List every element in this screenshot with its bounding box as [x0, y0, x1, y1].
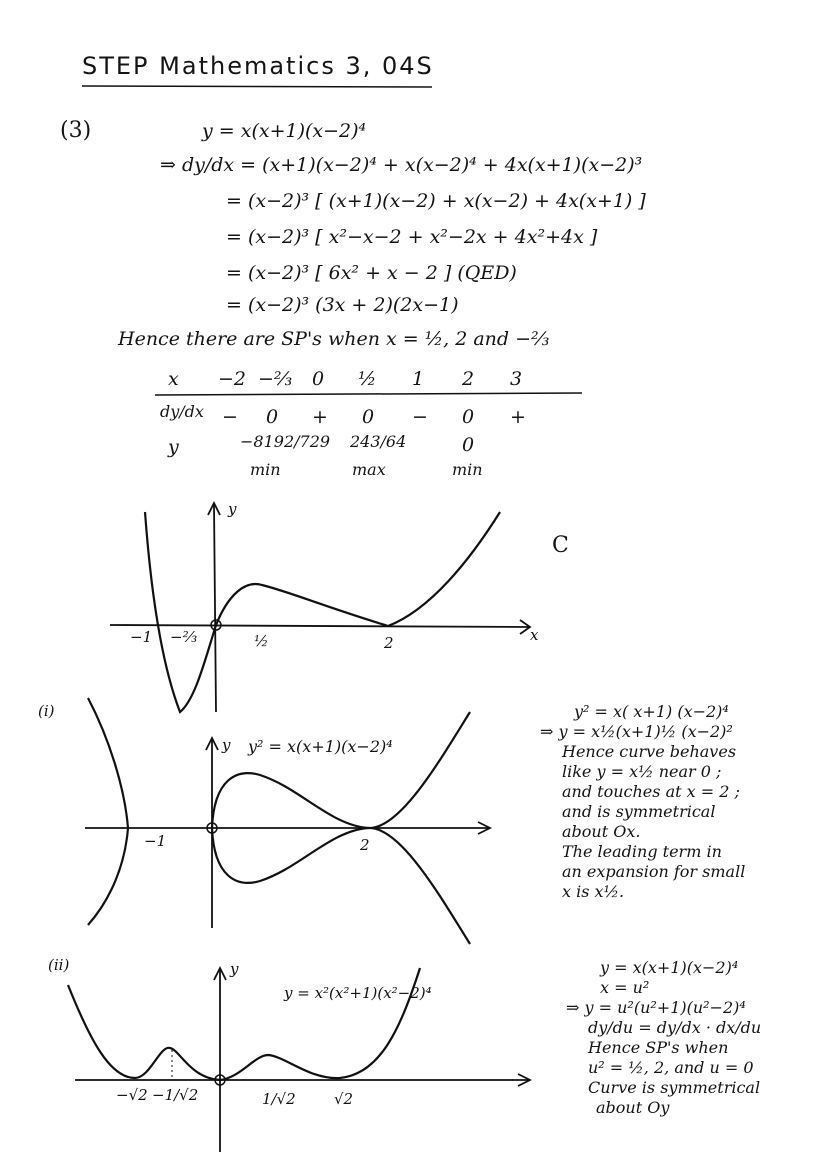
working-line-1: y = x(x+1)(x−2)⁴ — [202, 120, 367, 142]
graph3-tick: −1/√2 — [152, 1086, 199, 1104]
table-sign: − — [222, 406, 238, 428]
table-sign: 0 — [362, 406, 375, 428]
note-line: dy/du = dy/dx · dx/du — [588, 1018, 762, 1037]
note-line: an expansion for small — [562, 862, 746, 881]
graph3-equation: y = x²(x²+1)(x²−2)⁴ — [284, 984, 432, 1002]
table-sign: + — [312, 406, 328, 428]
note-line: Curve is symmetrical — [588, 1078, 761, 1097]
graph1-tick: 2 — [384, 634, 394, 652]
table-x-val: 0 — [312, 368, 325, 390]
graph2-y-label: y — [222, 736, 231, 754]
table-x-val: 2 — [462, 368, 475, 390]
table-nature: max — [352, 460, 386, 479]
note-line: u² = ½, 2, and u = 0 — [588, 1058, 754, 1077]
graph3-tick: −√2 — [116, 1086, 148, 1104]
page-title: STEP Mathematics 3, 04S — [82, 52, 434, 80]
note-line: x is x½. — [562, 882, 625, 901]
working-line-5: = (x−2)³ [ 6x² + x − 2 ] (QED) — [226, 262, 517, 284]
note-line: about Oy — [596, 1098, 670, 1117]
graph3-tick: √2 — [334, 1090, 354, 1108]
table-dy-label: dy/dx — [160, 402, 204, 421]
note-line: y² = x( x+1) (x−2)⁴ — [574, 702, 729, 721]
graph1-y-label: y — [228, 500, 237, 518]
table-x-val: −2 — [218, 368, 247, 390]
graph2-tick: −1 — [144, 832, 167, 850]
question-number: (3) — [60, 118, 92, 143]
note-line: x = u² — [600, 978, 650, 997]
graph3-tick: 1/√2 — [262, 1090, 296, 1108]
table-sign: 0 — [266, 406, 279, 428]
working-line-4: = (x−2)³ [ x²−x−2 + x²−2x + 4x²+4x ] — [226, 226, 598, 248]
graph3-part-label: (ii) — [48, 956, 70, 974]
graph3-notes — [566, 958, 761, 1118]
table-x-val: 3 — [510, 368, 523, 390]
note-line: and touches at x = 2 ; — [562, 782, 740, 801]
working-conclusion: Hence there are SP's when x = ½, 2 and −⅔ — [118, 328, 550, 350]
graph2-tick: 2 — [360, 836, 370, 854]
table-x-label: x — [168, 368, 179, 390]
note-line: about Ox. — [562, 822, 641, 841]
note-line: like y = x½ near 0 ; — [562, 762, 722, 781]
note-line: The leading term in — [562, 842, 722, 861]
table-y-val: 243/64 — [350, 432, 407, 451]
note-line: Hence SP's when — [588, 1038, 729, 1057]
graph3-y-label: y — [230, 960, 239, 978]
table-sign: + — [510, 406, 526, 428]
graph2-equation: y² = x(x+1)(x−2)⁴ — [248, 737, 393, 756]
graph1-x-label: x — [530, 626, 539, 644]
table-sign: − — [412, 406, 428, 428]
graph1-tick: ½ — [254, 632, 269, 650]
graph1-tick: −1 — [130, 628, 153, 646]
note-line: ⇒ y = u²(u²+1)(u²−2)⁴ — [566, 998, 746, 1017]
table-x-val: 1 — [412, 368, 425, 390]
working-line-2: ⇒ dy/dx = (x+1)(x−2)⁴ + x(x−2)⁴ + 4x(x+1)(x−2)³ — [160, 154, 643, 176]
graph2-part-label: (i) — [38, 702, 55, 720]
note-line: y = x(x+1)(x−2)⁴ — [600, 958, 739, 977]
graph1-curve-label: C — [552, 533, 569, 558]
table-y-val: −8192/729 — [240, 432, 331, 451]
graph1-tick: −⅔ — [170, 628, 198, 646]
table-y-label: y — [168, 436, 179, 458]
table-nature: min — [250, 460, 281, 479]
note-line: Hence curve behaves — [562, 742, 737, 761]
table-nature: min — [452, 460, 483, 479]
table-x-val: −⅔ — [258, 368, 293, 390]
table-sign: 0 — [462, 406, 475, 428]
table-x-val: ½ — [358, 368, 377, 390]
table-y-val: 0 — [462, 434, 475, 456]
working-line-6: = (x−2)³ (3x + 2)(2x−1) — [226, 294, 459, 316]
note-line: and is symmetrical — [562, 802, 716, 821]
working-line-3: = (x−2)³ [ (x+1)(x−2) + x(x−2) + 4x(x+1) ] — [226, 190, 646, 212]
note-line: ⇒ y = x½(x+1)½ (x−2)² — [540, 722, 733, 741]
